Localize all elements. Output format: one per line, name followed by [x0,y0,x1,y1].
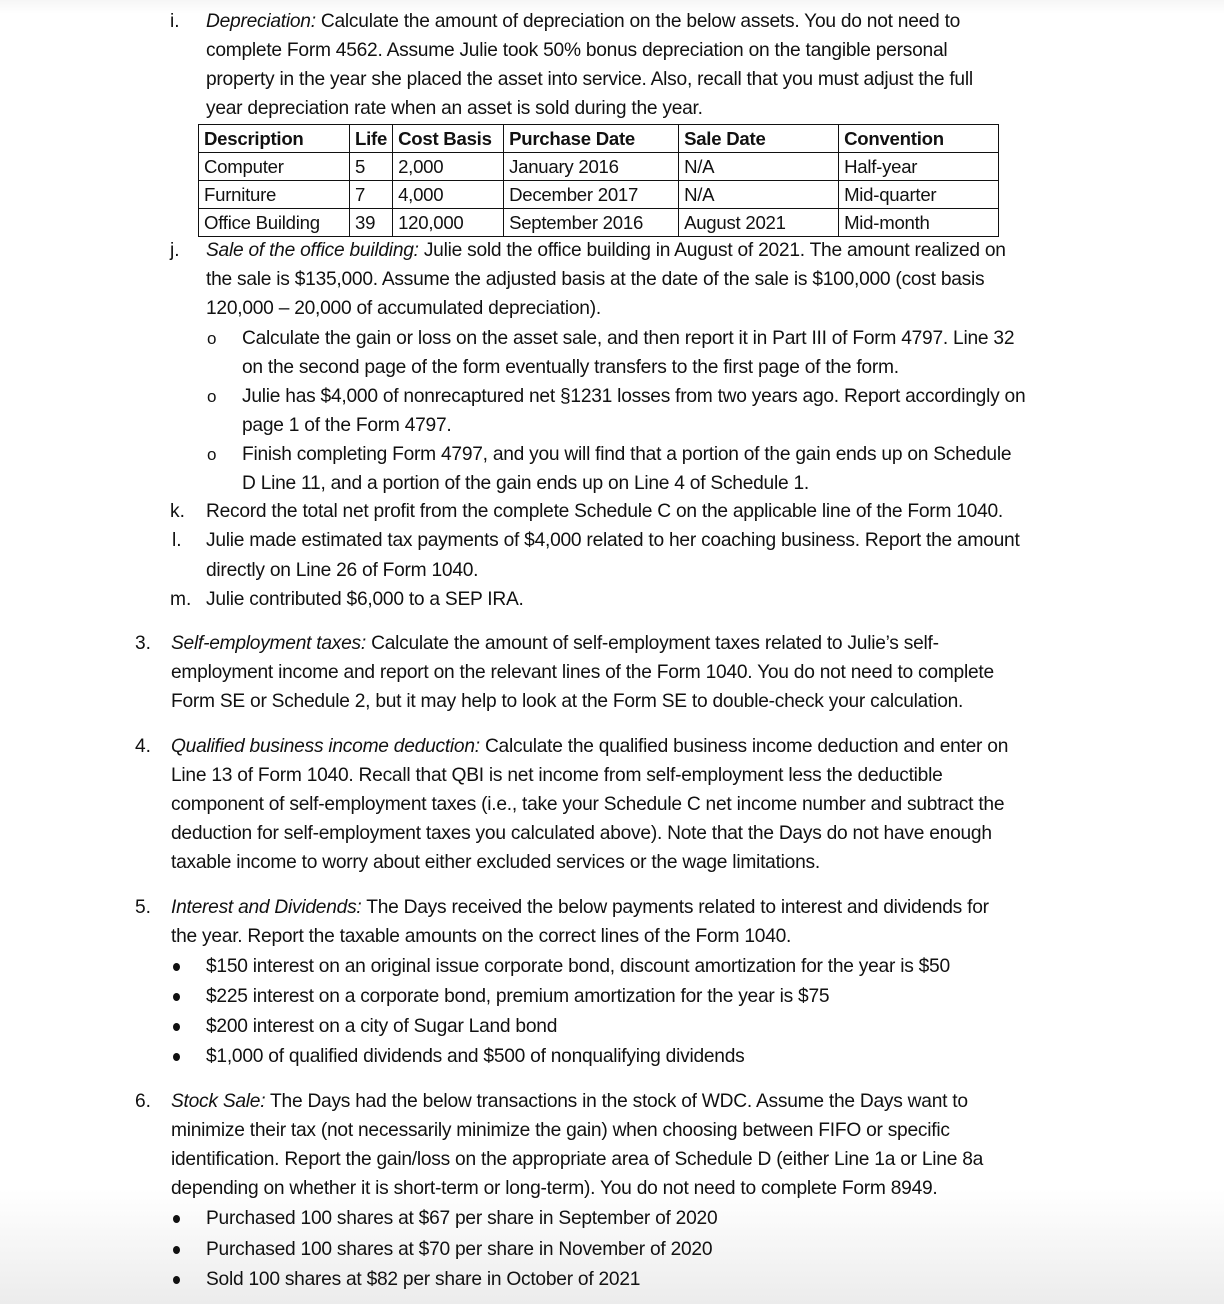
table-cell: 4,000 [393,181,504,209]
paragraph-line: Stock Sale: The Days had the below transactions in the stock of WDC. Assume the Days want to [171,1091,968,1112]
bullet-item: $200 interest on a city of Sugar Land bond [206,1016,558,1037]
bullet-item: Sold 100 shares at $82 per share in October of 2021 [206,1269,641,1290]
sub-item-line: Julie has $4,000 of nonrecaptured net §1231 losses from two years ago. Report accordingly on [242,386,1026,407]
paragraph-line: 120,000 – 20,000 of accumulated depreciation). [206,298,601,319]
column-header: Description [199,125,350,153]
paragraph-line: deduction for self-employment taxes you calculated above). Note that the Days do not have enough [171,823,992,844]
list-marker: l. [172,530,182,551]
bullet-item: $225 interest on a corporate bond, premium amortization for the year is $75 [206,986,830,1007]
sub-item-line: Calculate the gain or loss on the asset sale, and then report it in Part III of Form 4797. Line 32 [242,328,1015,349]
table-cell: 5 [350,153,393,181]
column-header: Purchase Date [504,125,679,153]
table-cell: Furniture [199,181,350,209]
column-header: Sale Date [679,125,839,153]
sub-item-line: on the second page of the form eventually transfers to the first page of the form. [242,357,899,378]
table-row [199,181,999,209]
depreciation-table [198,124,999,237]
column-header: Cost Basis [393,125,504,153]
bullet-item: $1,000 of qualified dividends and $500 of nonqualifying dividends [206,1046,745,1067]
bullet-item: Purchased 100 shares at $70 per share in November of 2020 [206,1239,713,1260]
bullet-item: $150 interest on an original issue corporate bond, discount amortization for the year is $50 [206,956,950,977]
table-cell: Office Building [199,209,350,237]
bullet-item: Purchased 100 shares at $67 per share in September of 2020 [206,1208,718,1229]
bullet-icon [173,1246,180,1254]
paragraph-line: Form SE or Schedule 2, but it may help to look at the Form SE to double-check your calculation. [171,691,964,712]
bullet-icon [173,1023,180,1031]
paragraph-line: Depreciation: Calculate the amount of depreciation on the below assets. You do not need to [206,11,961,32]
item-title: Interest and Dividends: [171,897,362,918]
table-row [199,209,999,237]
sub-item-line: D Line 11, and a portion of the gain ends up on Line 4 of Schedule 1. [242,473,809,494]
table-cell: N/A [679,181,839,209]
item-title: Depreciation: [206,11,316,32]
paragraph-line: Line 13 of Form 1040. Recall that QBI is net income from self-employment less the deductible [171,765,943,786]
paragraph-line: identification. Report the gain/loss on the appropriate area of Schedule D (either Line 1a or Line 8a [171,1149,984,1170]
list-marker: j. [170,240,180,261]
list-marker: 4. [135,736,152,757]
table-cell: January 2016 [504,153,679,181]
paragraph-line: year depreciation rate when an asset is sold during the year. [206,98,703,119]
bullet-icon [173,1053,180,1061]
table-cell: December 2017 [504,181,679,209]
paragraph-line: component of self-employment taxes (i.e., take your Schedule C net income number and subtract the [171,794,1005,815]
bullet-icon [173,1276,180,1284]
paragraph-line: the sale is $135,000. Assume the adjusted basis at the date of the sale is $100,000 (cost basis [206,269,985,290]
table-cell: Mid-month [839,209,999,237]
item-title: Qualified business income deduction: [171,736,480,757]
list-marker: 6. [135,1091,152,1112]
item-title: Stock Sale: [171,1091,266,1112]
table-cell: Mid-quarter [839,181,999,209]
bullet-icon [173,1215,180,1223]
list-marker: 5. [135,897,152,918]
circle-bullet-icon: o [207,387,217,406]
paragraph-line: Record the total net profit from the complete Schedule C on the applicable line of the Form 1040. [206,501,1004,522]
circle-bullet-icon: o [207,445,217,464]
sub-item-line: Finish completing Form 4797, and you will find that a portion of the gain ends up on Schedule [242,444,1012,465]
paragraph-line: Qualified business income deduction: Calculate the qualified business income deduction and enter on [171,736,1009,757]
table-cell: Computer [199,153,350,181]
list-marker: i. [170,11,180,32]
table-cell: 2,000 [393,153,504,181]
paragraph-line: minimize their tax (not necessarily minimize the gain) when choosing between FIFO or specific [171,1120,950,1141]
paragraph-line: Julie contributed $6,000 to a SEP IRA. [206,589,524,610]
item-title: Self-employment taxes: [171,633,366,654]
table-cell: 39 [350,209,393,237]
circle-bullet-icon: o [207,329,217,348]
column-header: Convention [839,125,999,153]
bullet-icon [173,993,180,1001]
table-cell: Half-year [839,153,999,181]
paragraph-line: depending on whether it is short-term or long-term). You do not need to complete Form 8949. [171,1178,938,1199]
paragraph-line: directly on Line 26 of Form 1040. [206,560,479,581]
paragraph-line: Self-employment taxes: Calculate the amount of self-employment taxes related to Julie’s self- [171,633,939,654]
paragraph-line: complete Form 4562. Assume Julie took 50% bonus depreciation on the tangible personal [206,40,948,61]
table-cell: 120,000 [393,209,504,237]
table-cell: September 2016 [504,209,679,237]
table-cell: N/A [679,153,839,181]
paragraph-line: employment income and report on the relevant lines of the Form 1040. You do not need to complete [171,662,994,683]
table-row [199,153,999,181]
sub-item-line: page 1 of the Form 4797. [242,415,452,436]
paragraph-line: the year. Report the taxable amounts on the correct lines of the Form 1040. [171,926,792,947]
paragraph-line: Julie made estimated tax payments of $4,000 related to her coaching business. Report the amount [206,530,1020,551]
table-cell: 7 [350,181,393,209]
paragraph-line: taxable income to worry about either excluded services or the wage limitations. [171,852,820,873]
bullet-icon [173,963,180,971]
paragraph-line: property in the year she placed the asset into service. Also, recall that you must adjust the full [206,69,973,90]
list-marker: m. [170,589,192,610]
paragraph-line: Interest and Dividends: The Days received the below payments related to interest and dividends for [171,897,989,918]
column-header: Life [350,125,393,153]
item-title: Sale of the office building: [206,240,419,261]
paragraph-line: Sale of the office building: Julie sold the office building in August of 2021. The amount realized on [206,240,1006,261]
table-header-row [199,125,999,153]
list-marker: k. [170,501,185,522]
table-cell: August 2021 [679,209,839,237]
list-marker: 3. [135,633,152,654]
